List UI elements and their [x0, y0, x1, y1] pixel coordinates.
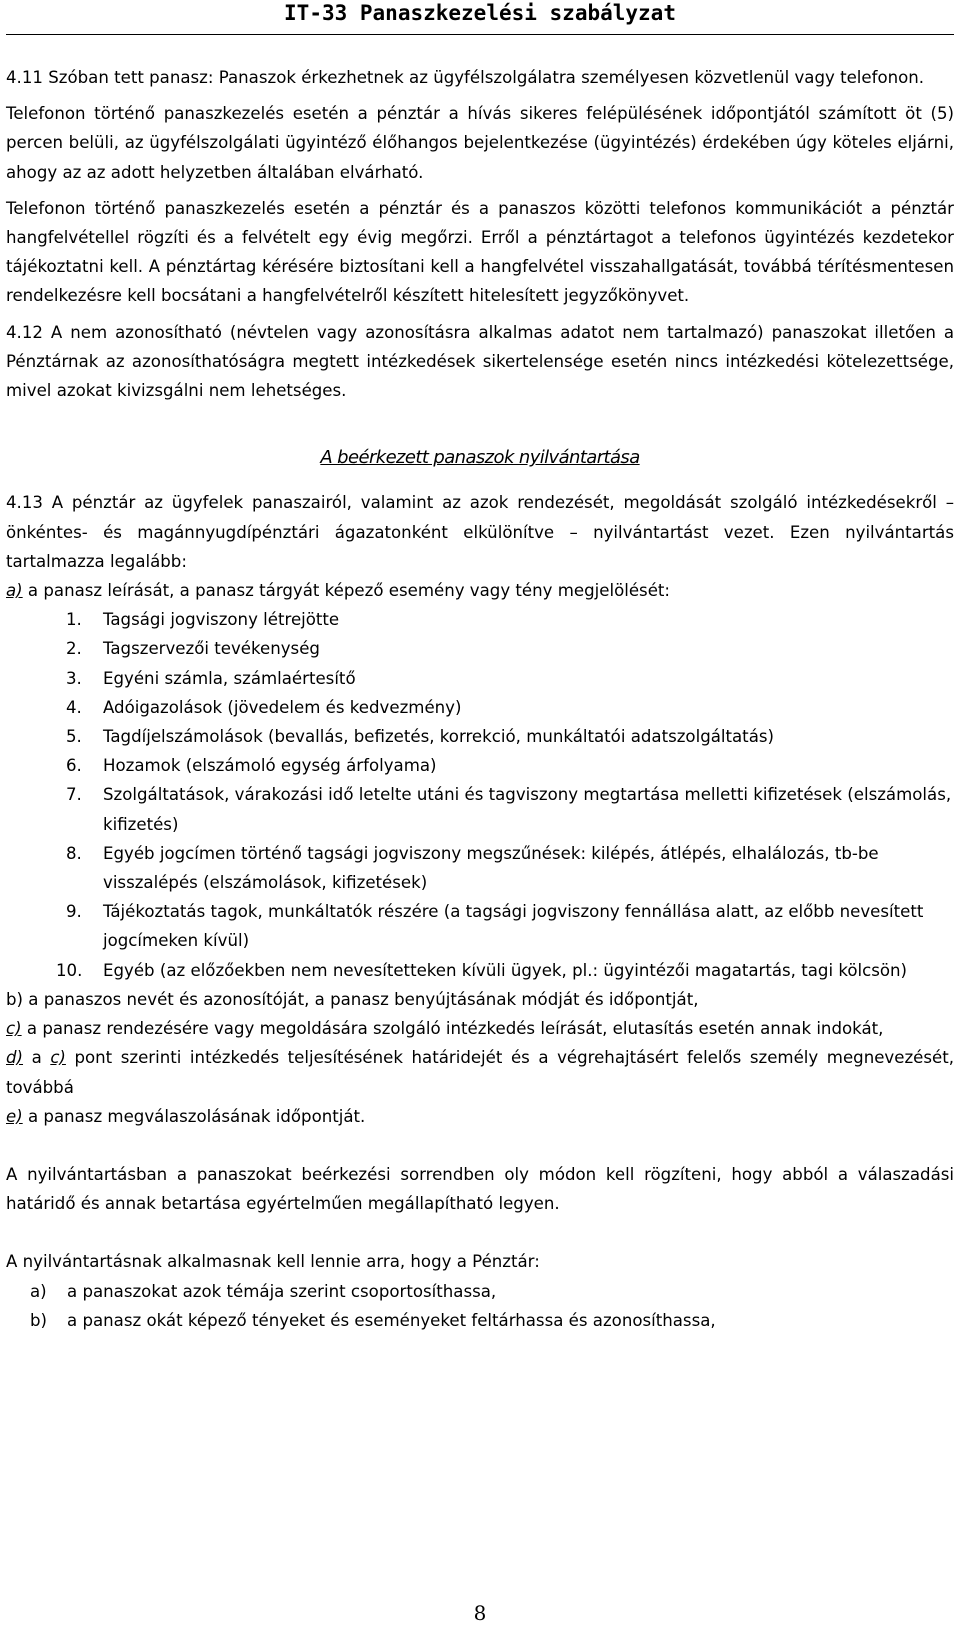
list-item: [6, 751, 954, 780]
list-item: [6, 605, 954, 634]
list-item-text: Szolgáltatások, várakozási idő letelte utáni és tagviszony megtartása melletti kifizetések (elszámolás, kifizetés): [103, 785, 952, 834]
list-item: [6, 664, 954, 693]
page-header-title: IT-33 Panaszkezelési szabályzat: [284, 1, 676, 25]
list-item: [6, 780, 954, 838]
list-item: [6, 693, 954, 722]
item-d-mid: a: [23, 1048, 51, 1068]
document-body: [6, 63, 954, 1335]
list-item: [6, 1277, 954, 1306]
paragraph-phone-recording: Telefonon történő panaszkezelés esetén a pénztár és a panaszos közötti telefonos kommunikációt a pénztár hangfelvétellel rögzíti és a felvételt egy évig megőrzi. Erről a pénztártagot a telefonos ügyintézés kezdetekor tájékoztatni kell. A pénztártag kérésére biztosítani kell a hangfelvétel visszahallgatását, továbbá térítésmentesen rendelkezésre kell bocsátani a hangfelvételről készített hitelesített jegyzőkönyvet.: [6, 198, 954, 306]
item-a-text: a panasz leírását, a panasz tárgyát képező esemény vagy tény megjelölését:: [22, 581, 671, 601]
list-item-letter: a): [30, 1281, 47, 1301]
list-item-letter: b): [30, 1310, 48, 1330]
list-item: [6, 722, 954, 751]
list-item: [6, 839, 954, 897]
item-d-label: d): [6, 1048, 24, 1068]
item-c-label: c): [6, 1019, 22, 1039]
list-item-number: 6.: [66, 756, 82, 776]
item-d-text: pont szerinti intézkedés teljesítésének határidejét és a végrehajtásért felelős személy megnevezését, továbbá: [6, 1048, 955, 1097]
section-heading: A beérkezett panaszok nyilvántartása: [320, 447, 640, 469]
list-item-text: a panasz okát képező tényeket és eseményeket feltárhassa és azonosíthassa,: [67, 1310, 716, 1330]
list-item-text: Egyéb (az előzőekben nem nevesítetteken kívüli ügyek, pl.: ügyintézői magatartás, tagi kölcsön): [103, 960, 908, 980]
item-d: [6, 1043, 954, 1101]
list-item-number: 8.: [66, 843, 82, 863]
list-item-number: 5.: [66, 727, 82, 747]
paragraph-phone-handling: Telefonon történő panaszkezelés esetén a pénztár a hívás sikeres felépülésének időpontjától számított öt (5) percen belüli, az ügyfélszolgálati ügyintéző élőhangos bejelentkezése (ügyintézés) érdekében úgy köteles eljárni, ahogy az az adott helyzetben általában elvárható.: [6, 104, 954, 182]
item-a: [6, 576, 954, 605]
list-item-text: Adóigazolások (jövedelem és kedvezmény): [103, 697, 462, 717]
list-item-text: Egyéni számla, számlaértesítő: [103, 668, 356, 688]
list-item: [6, 897, 954, 955]
list-item-text: Tagsági jogviszony létrejötte: [103, 610, 340, 630]
list-item-text: Tagdíjelszámolások (bevallás, befizetés, korrekció, munkáltatói adatszolgáltatás): [103, 727, 774, 747]
item-a-label: a): [6, 581, 23, 601]
item-e-label: e): [6, 1106, 23, 1126]
list-item-text: Hozamok (elszámoló egység árfolyama): [103, 756, 437, 776]
item-c: [6, 1014, 954, 1043]
complaint-topic-list: [6, 605, 954, 985]
list-item: [6, 956, 954, 985]
paragraph-4-13: 4.13 A pénztár az ügyfelek panaszairól, valamint az azok rendezését, megoldását szolgáló intézkedésekről – önkéntes- és magánnyugdípénztári ágazatonként elkülönítve – nyilvántartást vezet. Ezen nyilvántartás tartalmazza legalább:: [6, 493, 954, 571]
registry-capability-list: [6, 1277, 954, 1335]
list-item-number: 1.: [66, 610, 82, 630]
list-item-number: 9.: [66, 902, 82, 922]
list-item-number: 3.: [66, 668, 82, 688]
paragraph-registry-suitability: A nyilvántartásnak alkalmasnak kell lennie arra, hogy a Pénztár:: [6, 1252, 540, 1272]
list-item-text: Egyéb jogcímen történő tagsági jogviszony megszűnések: kilépés, átlépés, elhalálozás, tb-be visszalépés (elszámolások, kifizetések): [103, 843, 879, 893]
page-number: 8: [473, 1601, 487, 1625]
list-item-number: 7.: [66, 785, 82, 805]
header-divider: [6, 34, 954, 35]
paragraph-4-11: 4.11 Szóban tett panasz: Panaszok érkezhetnek az ügyfélszolgálatra személyesen közvetlenül vagy telefonon.: [6, 68, 925, 87]
list-item-text: Tájékoztatás tagok, munkáltatók részére (a tagsági jogviszony fennállása alatt, az előbb nevesített jogcímeken kívül): [103, 902, 924, 951]
item-c-text: a panasz rendezésére vagy megoldására szolgáló intézkedés leírását, elutasítás esetén annak indokát,: [21, 1019, 884, 1039]
item-e-text: a panasz megválaszolásának időpontját.: [22, 1106, 366, 1126]
list-item-number: 4.: [66, 697, 82, 717]
list-item-number: 10.: [56, 960, 83, 980]
list-item-text: a panaszokat azok témája szerint csoportosíthassa,: [67, 1281, 497, 1301]
paragraph-registry-order: A nyilvántartásban a panaszokat beérkezési sorrendben oly módon kell rögzíteni, hogy abból a válaszadási határidő és annak betartása egyértelműen megállapítható legyen.: [6, 1164, 954, 1214]
item-e: [6, 1102, 954, 1131]
list-item-text: Tagszervezői tevékenység: [103, 639, 320, 659]
item-d-reference: c): [50, 1048, 66, 1068]
list-item: [6, 634, 954, 663]
item-b: b) a panaszos nevét és azonosítóját, a panasz benyújtásának módját és időpontját,: [6, 989, 699, 1009]
paragraph-4-12: 4.12 A nem azonosítható (névtelen vagy azonosításra alkalmas adatot nem tartalmazó) panaszokat illetően a Pénztárnak az azonosíthatóságra megtett intézkedések sikertelensége esetén nincs intézkedési kötelezettsége, mivel azokat kivizsgálni nem lehetséges.: [6, 322, 954, 401]
list-item: [6, 1306, 954, 1335]
list-item-number: 2.: [66, 639, 82, 659]
